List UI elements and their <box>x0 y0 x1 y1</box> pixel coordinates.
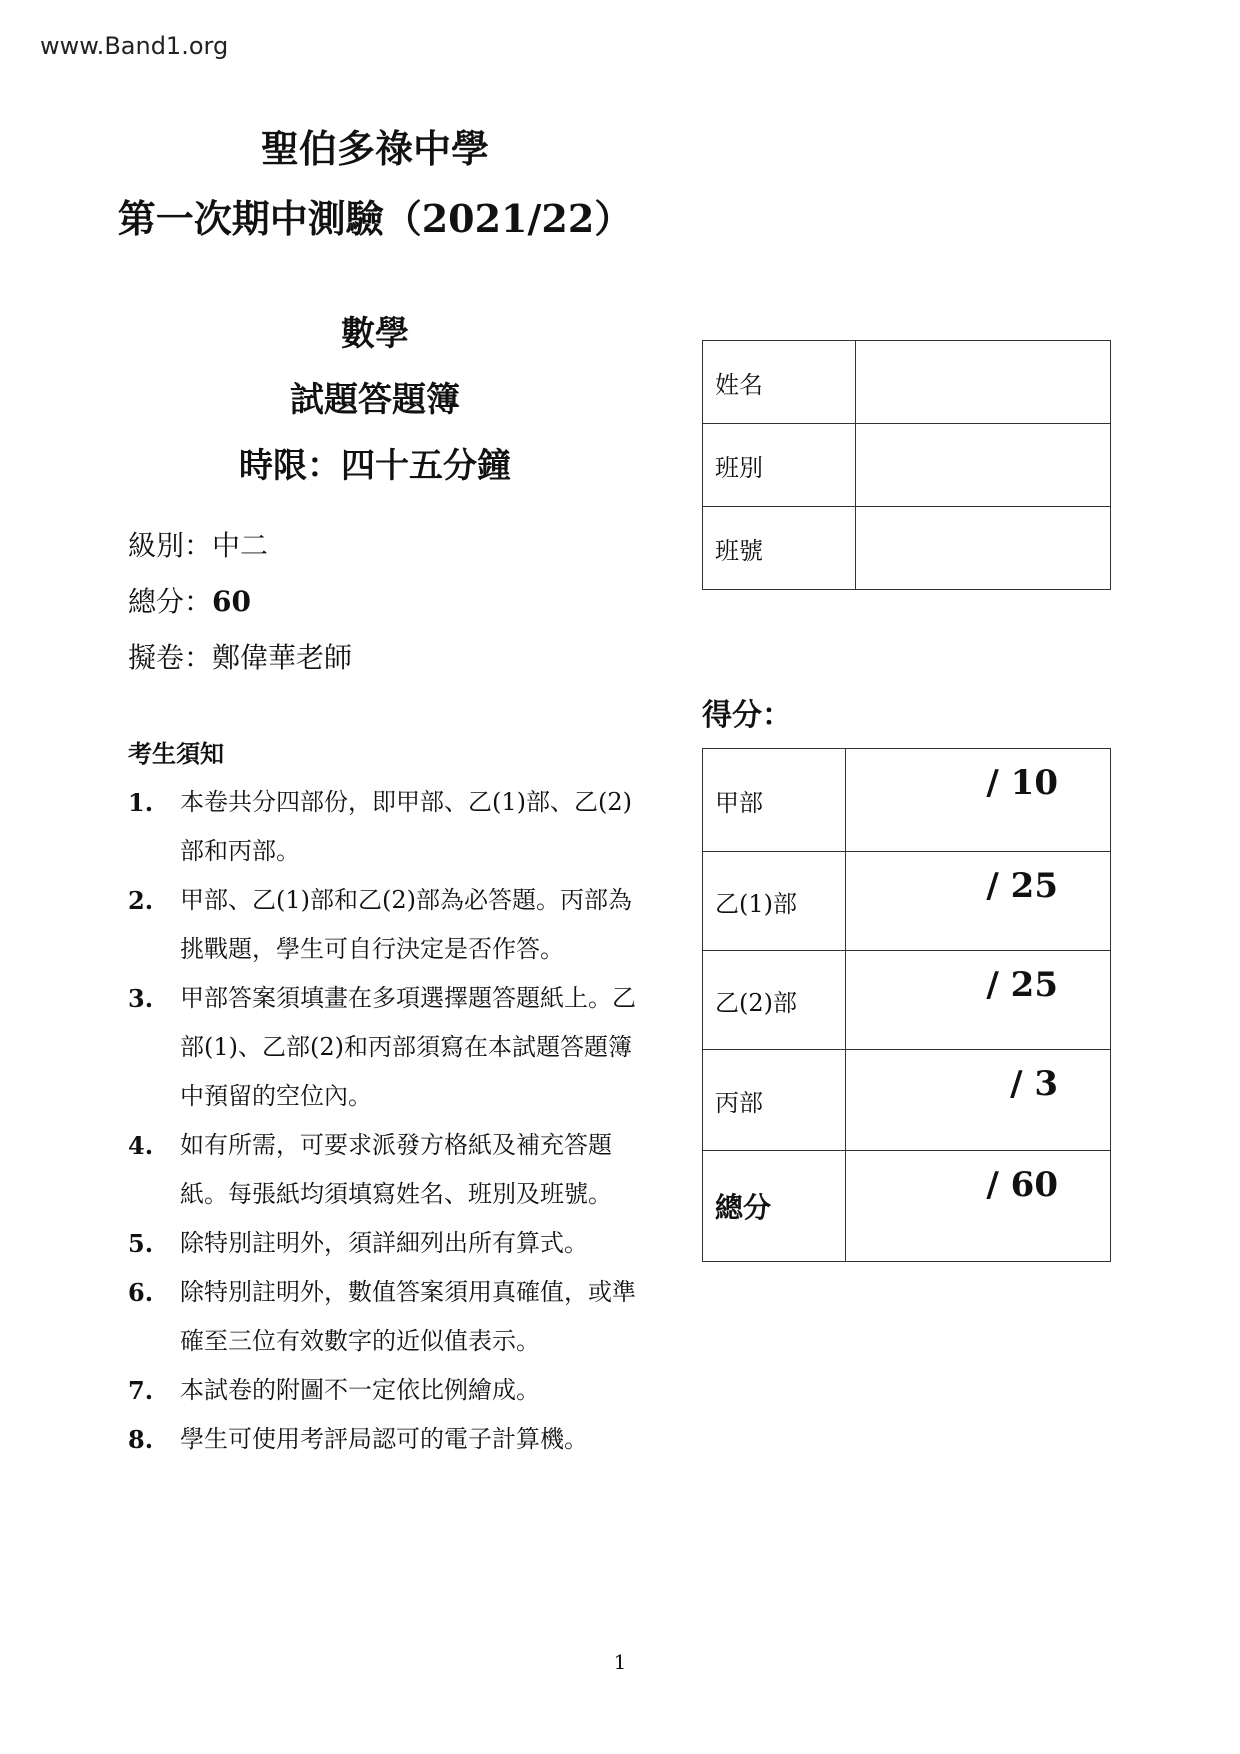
note-text: 甲部、乙(1)部和乙(2)部為必答題。丙部為挑戰題，學生可自行決定是否作答。 <box>180 886 632 963</box>
note-number: 3. <box>128 984 154 1013</box>
table-row <box>703 852 1111 951</box>
subject-title: 數學 <box>341 314 409 354</box>
table-row <box>703 951 1111 1050</box>
time-limit: 時限：四十五分鐘 <box>239 446 511 486</box>
page-number: 1 <box>613 1650 627 1674</box>
booklet-title: 試題答題簿 <box>290 380 460 420</box>
setter-row <box>128 636 352 676</box>
score-total-max: / 60 <box>846 1151 1111 1262</box>
number-field[interactable] <box>856 507 1111 590</box>
note-number: 8. <box>128 1425 154 1454</box>
name-label: 姓名 <box>703 341 856 424</box>
score-label: 丙部 <box>703 1050 846 1151</box>
table-row <box>703 1151 1111 1262</box>
notes-list <box>128 778 648 1464</box>
list-item <box>128 1415 648 1464</box>
student-info-table <box>702 340 1111 590</box>
class-field[interactable] <box>856 424 1111 507</box>
note-number: 5. <box>128 1229 154 1258</box>
note-number: 1. <box>128 788 154 817</box>
list-item <box>128 778 648 876</box>
note-text: 除特別註明外，數值答案須用真確值，或準確至三位有效數字的近似值表示。 <box>180 1278 636 1355</box>
list-item <box>128 974 648 1121</box>
list-item <box>128 876 648 974</box>
website-url: www.Band1.org <box>40 32 229 60</box>
score-max: / 10 <box>846 749 1111 852</box>
list-item <box>128 1366 648 1415</box>
note-number: 2. <box>128 886 154 915</box>
score-label: 甲部 <box>703 749 846 852</box>
table-row <box>703 1050 1111 1151</box>
score-table <box>702 748 1111 1262</box>
notes-title: 考生須知 <box>128 739 224 768</box>
total-row <box>128 580 251 620</box>
total-label: 總分： <box>128 585 213 618</box>
number-label: 班號 <box>703 507 856 590</box>
note-text: 除特別註明外，須詳細列出所有算式。 <box>180 1229 588 1257</box>
exam-title: 第一次期中測驗（2021/22） <box>117 196 633 241</box>
level-value: 中二 <box>212 529 269 562</box>
level-label: 級別： <box>128 529 213 562</box>
note-number: 6. <box>128 1278 154 1307</box>
note-text: 學生可使用考評局認可的電子計算機。 <box>180 1425 588 1453</box>
note-text: 甲部答案須填畫在多項選擇題答題紙上。乙部(1)、乙部(2)和丙部須寫在本試題答題簿中預留的空位內。 <box>180 984 636 1110</box>
score-max: / 3 <box>846 1050 1111 1151</box>
class-label: 班別 <box>703 424 856 507</box>
school-name: 聖伯多祿中學 <box>260 126 489 171</box>
setter-value: 鄭偉華老師 <box>212 641 353 674</box>
name-field[interactable] <box>856 341 1111 424</box>
table-row <box>703 749 1111 852</box>
table-row <box>703 341 1111 424</box>
note-number: 4. <box>128 1131 154 1160</box>
score-label: 乙(2)部 <box>703 951 846 1050</box>
score-total-label: 總分 <box>703 1151 846 1262</box>
table-row <box>703 507 1111 590</box>
note-number: 7. <box>128 1376 154 1405</box>
list-item <box>128 1268 648 1366</box>
list-item <box>128 1121 648 1219</box>
setter-label: 擬卷： <box>128 641 213 674</box>
score-max: / 25 <box>846 852 1111 951</box>
total-value: 60 <box>212 585 251 618</box>
note-text: 本卷共分四部份，即甲部、乙(1)部、乙(2)部和丙部。 <box>180 788 632 865</box>
score-label: 乙(1)部 <box>703 852 846 951</box>
table-row <box>703 424 1111 507</box>
score-heading: 得分： <box>702 698 792 733</box>
list-item <box>128 1219 648 1268</box>
level-row <box>128 524 268 564</box>
score-max: / 25 <box>846 951 1111 1050</box>
note-text: 如有所需，可要求派發方格紙及補充答題紙。每張紙均須填寫姓名、班別及班號。 <box>180 1131 612 1208</box>
note-text: 本試卷的附圖不一定依比例繪成。 <box>180 1376 540 1404</box>
